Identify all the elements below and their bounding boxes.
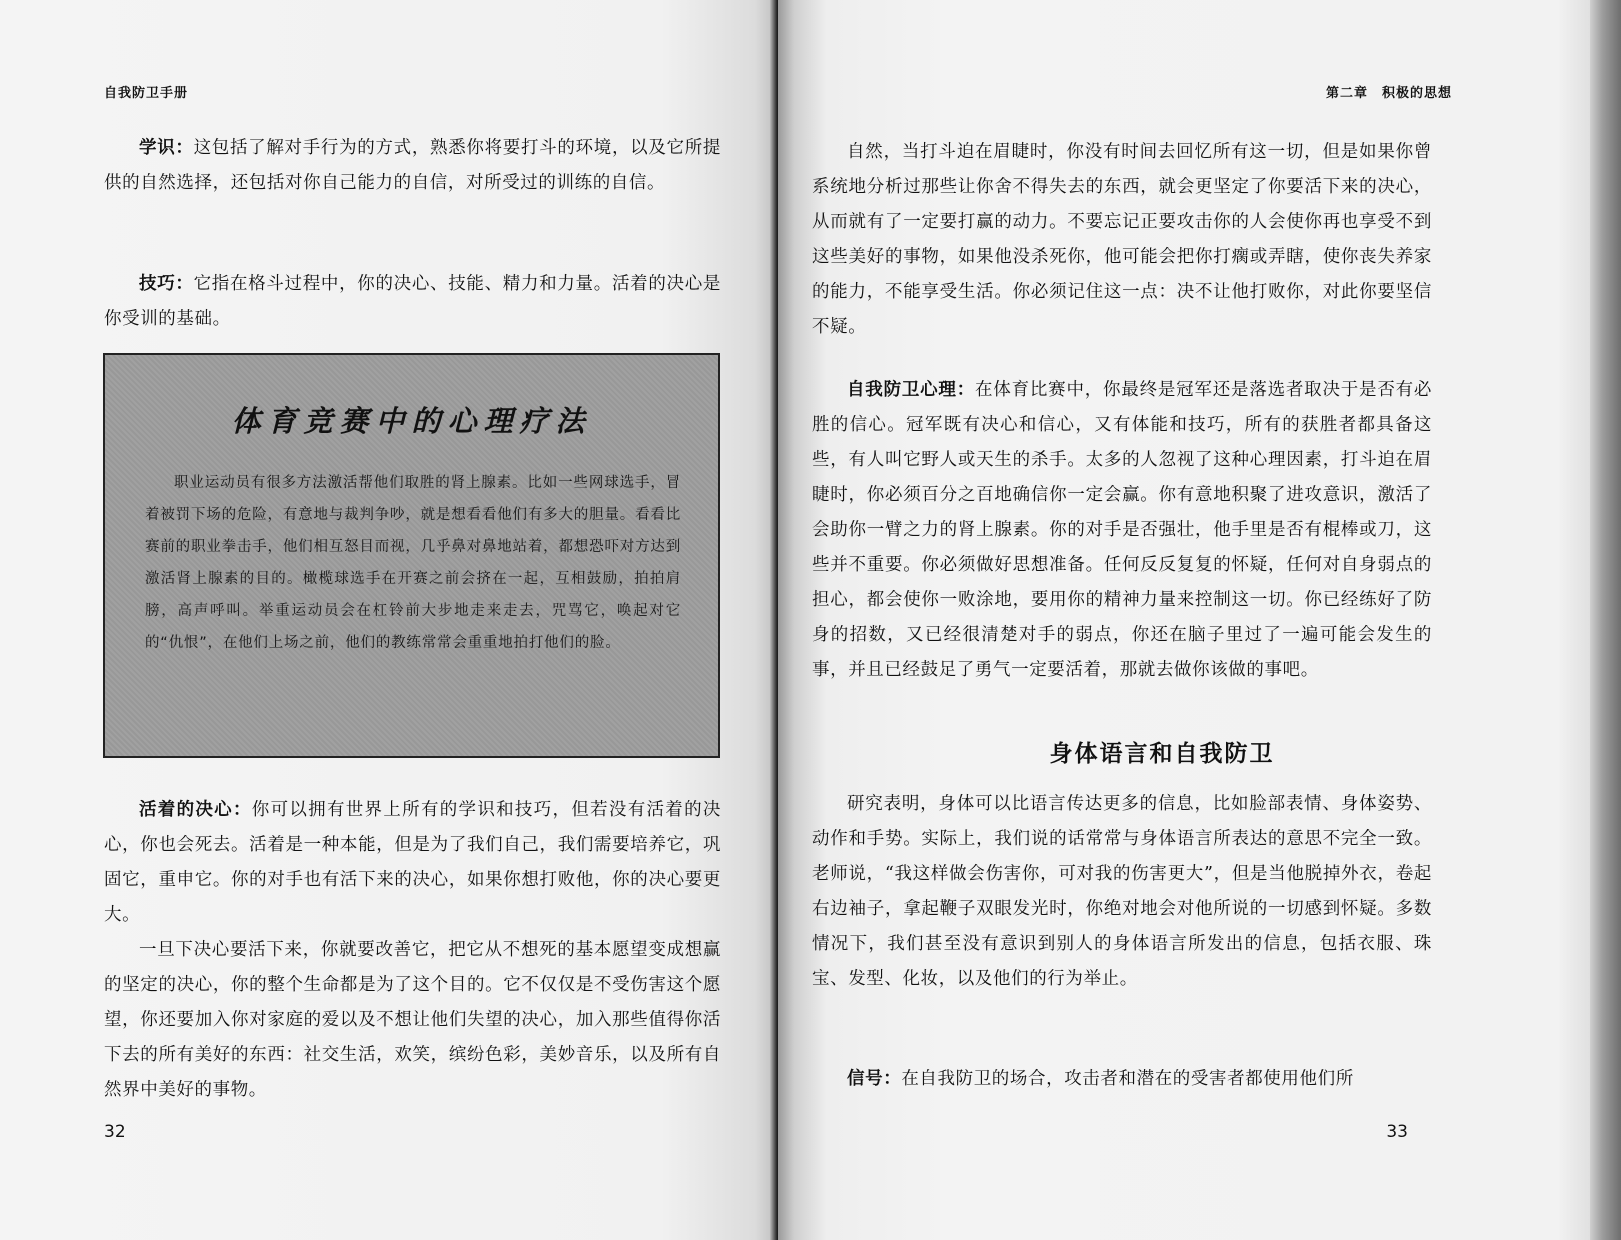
sidebar-body: 职业运动员有很多方法激活帮他们取胜的肾上腺素。比如一些网球选手，冒着被罚下场的危险，有意地与裁判争吵，就是想看看他们有多大的胆量。看看比赛前的职业拳击手，他们相互怒目而视，几乎鼻对鼻地站着，都想恐吓对方达到激活肾上腺素的目的。橄榄球选手在开赛之前会挤在一起，互相鼓励，拍拍肩膀，高声呼叫。举重运动员会在杠铃前大步地走来走去，咒骂它，唤起对它的“仇恨”，在他们上场之前，他们的教练常常会重重地拍打他们的脸。: [145, 475, 681, 651]
knowledge-lead: 学识：: [139, 138, 194, 158]
body-language-text: 研究表明，身体可以比语言传达更多的信息，比如脸部表情、身体姿势、动作和手势。实际上，我们说的话常常与身体语言所表达的意思不完全一致。老师说，“我这样做会伤害你，可对我的伤害更大”，但是当他脱掉外衣，卷起右边袖子，拿起鞭子双眼发光时，你绝对地会对他所说的一切感到怀疑。多数情况下，我们甚至没有意识到别人的身体语言所发出的信息，包括衣服、珠宝、发型、化妆，以及他们的行为举止。: [812, 794, 1432, 989]
left-page-number: 32: [104, 1122, 126, 1142]
knowledge-text: 这包括了解对手行为的方式，熟悉你将要打斗的环境，以及它所提供的自然选择，还包括对你自己能力的自信，对所受过的训练的自信。: [104, 138, 721, 193]
right-page-number: 33: [1386, 1122, 1408, 1142]
signal-paragraph: [812, 1062, 1432, 1097]
signal-lead: 信号：: [847, 1069, 902, 1089]
resolve-paragraph: 一旦下决心要活下来，你就要改善它，把它从不想死的基本愿望变成想赢的坚定的决心，你的整个生命都是为了这个目的。它不仅仅是不受伤害这个愿望，你还要加入你对家庭的爱以及不想让他们失望的决心，加入那些值得你活下去的所有美好的东西：社交生活，欢笑，缤纷色彩，美妙音乐，以及所有自然界中美好的事物。: [104, 940, 721, 1100]
will-to-live-lead: 活着的决心：: [139, 800, 252, 820]
skill-lead: 技巧：: [139, 274, 194, 294]
knowledge-paragraph: [104, 131, 721, 201]
intro-text: 自然，当打斗迫在眉睫时，你没有时间去回忆所有这一切，但是如果你曾系统地分析过那些让你舍不得失去的东西，就会更坚定了你要活下来的决心，从而就有了一定要打赢的动力。不要忘记正要攻击你的人会使你再也享受不到这些美好的事物，如果他没杀死你，他可能会把你打瘸或弄瞎，使你丧失养家的能力，不能享受生活。你必须记住这一点：决不让他打败你，对此你要坚信不疑。: [812, 142, 1432, 337]
section-heading: 身体语言和自我防卫: [1049, 741, 1275, 767]
right-page: [778, 0, 1590, 1240]
left-running-head: 自我防卫手册: [104, 86, 189, 101]
skill-text: 它指在格斗过程中，你的决心、技能、精力和力量。活着的决心是你受训的基础。: [104, 274, 721, 329]
skill-paragraph: [104, 267, 721, 337]
sidebar-title: 体育竞赛中的心理疗法: [231, 404, 592, 438]
psychology-paragraph: [812, 373, 1432, 688]
body-language-paragraph: [812, 787, 1432, 997]
intro-paragraph: [812, 135, 1432, 345]
sidebar-box: [103, 353, 720, 758]
psychology-lead: 自我防卫心理：: [847, 380, 976, 400]
will-to-live-text: 你可以拥有世界上所有的学识和技巧，但若没有活着的决心，你也会死去。活着是一种本能，但是为了我们自己，我们需要培养它，巩固它，重申它。你的对手也有活下来的决心，如果你想打败他，你的决心要更大。: [104, 800, 721, 925]
right-running-head: 第二章 积极的思想: [1325, 86, 1452, 101]
psychology-text: 在体育比赛中，你最终是冠军还是落选者取决于是否有必胜的信心。冠军既有决心和信心，又有体能和技巧，所有的获胜者都具备这些，有人叫它野人或天生的杀手。太多的人忽视了这种心理因素，打斗迫在眉睫时，你必须百分之百地确信你一定会赢。你有意地积聚了进攻意识，激活了会助你一臂之力的肾上腺素。你的对手是否强壮，他手里是否有棍棒或刀，这些并不重要。你必须做好思想准备。任何反反复复的怀疑，任何对自身弱点的担心，都会使你一败涂地，要用你的精神力量来控制这一切。你已经练好了防身的招数，又已经很清楚对手的弱点，你还在脑子里过了一遍可能会发生的事，并且已经鼓足了勇气一定要活着，那就去做你该做的事吧。: [812, 380, 1433, 680]
left-page: [0, 0, 778, 1240]
signal-text: 在自我防卫的场合，攻击者和潜在的受害者都使用他们所: [901, 1069, 1354, 1089]
will-to-live-paragraph: [104, 793, 721, 1108]
page-edge: [1590, 0, 1621, 1240]
